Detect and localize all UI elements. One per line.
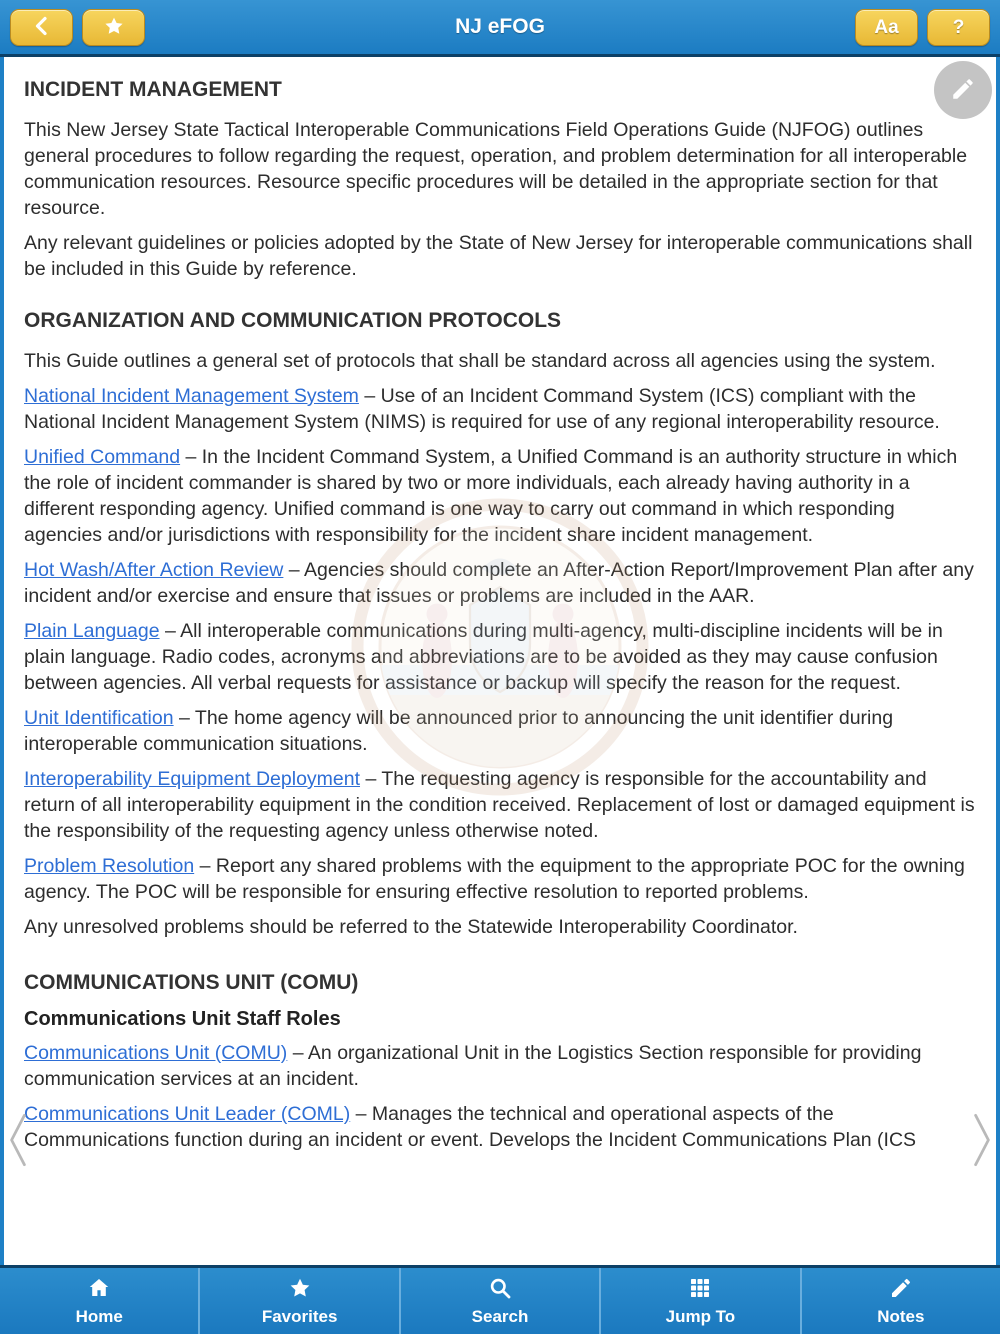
section-heading-comu: COMMUNICATIONS UNIT (COMU) — [24, 971, 359, 994]
nav-item-notes[interactable] — [802, 1268, 1000, 1334]
nav-item-favorites[interactable] — [200, 1268, 400, 1334]
protocol-link-nims[interactable]: National Incident Management System — [24, 385, 359, 407]
nav-label: Search — [471, 1306, 529, 1326]
grid-icon — [688, 1276, 712, 1303]
protocol-item — [24, 766, 976, 844]
search-icon — [488, 1276, 512, 1303]
previous-page-button[interactable] — [0, 1105, 36, 1177]
comu-text: – An organizational Unit in the Logistics Section responsible for providing communication services at an incident. — [24, 1042, 922, 1090]
top-bar-left-buttons — [10, 9, 145, 46]
nav-item-jump-to[interactable] — [601, 1268, 801, 1334]
page-title: NJ eFOG — [455, 15, 545, 38]
section-heading-protocols: ORGANIZATION AND COMMUNICATION PROTOCOLS — [24, 309, 562, 332]
comu-link-coml[interactable]: Communications Unit Leader (COML) — [24, 1103, 351, 1125]
help-icon: ? — [952, 16, 965, 38]
protocol-item — [24, 383, 976, 435]
comu-link-communications-unit[interactable]: Communications Unit (COMU) — [24, 1042, 288, 1064]
favorite-button[interactable] — [82, 9, 145, 46]
protocol-item — [24, 618, 976, 696]
chevron-left-icon — [30, 14, 54, 41]
protocol-link-problem-resolution[interactable]: Problem Resolution — [24, 855, 195, 877]
protocol-item — [24, 705, 976, 757]
protocol-item — [24, 557, 976, 609]
font-size-button[interactable] — [855, 9, 918, 46]
protocol-text: – Use of an Incident Command System (ICS) compliant with the National Incident Management System (NIMS) is required for use of any regional interoperability resource. — [24, 385, 940, 433]
next-page-button[interactable] — [964, 1105, 1000, 1177]
protocol-text: – Report any shared problems with the equipment to the appropriate POC for the owning agency. The POC will be responsible for ensuring effective resolution to reported problems. — [24, 855, 965, 903]
paragraph: Any unresolved problems should be referred to the Statewide Interoperability Coordinator. — [24, 916, 798, 938]
protocol-text: – Agencies should complete an After-Action Report/Improvement Plan after any incident and/or exercise and ensure that issues or problems are included in the AAR. — [24, 559, 974, 607]
pencil-icon — [889, 1276, 913, 1303]
paragraph: This New Jersey State Tactical Interoperable Communications Field Operations Guide (NJFOG) outlines general procedures to follow regarding the request, operation, and problem determination for all interoperable communication resources. Resource specific procedures will be detailed in the appropriate section for that resource. — [24, 119, 968, 219]
section-heading-incident-management: INCIDENT MANAGEMENT — [24, 78, 282, 101]
top-bar-right-buttons — [855, 9, 990, 46]
nav-label: Favorites — [261, 1306, 338, 1326]
paragraph: This Guide outlines a general set of protocols that shall be standard across all agencies using the system. — [24, 350, 936, 372]
protocol-text: – In the Incident Command System, a Unified Command is an authority structure in which the role of incident commander is shared by two or more individuals, each already having authority in a different responding agency. Unified command is one way to carry out command in which responding agencies and/or jurisdictions with responsibility for the incident share incident management. — [24, 446, 958, 546]
protocol-text: – The requesting agency is responsible for the accountability and return of all interoperability equipment in the condition received. Replacement of lost or damaged equipment is the responsibility of the requesting agency unless otherwise noted. — [24, 768, 975, 842]
protocol-text: – The home agency will be announced prior to announcing the unit identifier during interoperable communication situations. — [24, 707, 894, 755]
comu-text: – Manages the technical and operational aspects of the Communications function during an incident or event. Develops the Incident Communications Plan (ICS — [24, 1103, 917, 1151]
font-size-icon: Aa — [874, 16, 899, 38]
star-icon — [103, 15, 125, 40]
help-button[interactable] — [927, 9, 990, 46]
nav-label: Jump To — [665, 1306, 736, 1326]
comu-item — [24, 1040, 976, 1092]
document-content — [4, 57, 996, 1265]
subheading-staff-roles: Communications Unit Staff Roles — [24, 1008, 341, 1030]
protocol-item — [24, 444, 976, 548]
protocol-link-unit-identification[interactable]: Unit Identification — [24, 707, 174, 729]
star-icon — [288, 1276, 312, 1303]
edit-button[interactable] — [934, 61, 992, 119]
chevron-left-icon — [4, 1108, 32, 1175]
back-button[interactable] — [10, 9, 73, 46]
paragraph: Any relevant guidelines or policies adopted by the State of New Jersey for interoperable communications shall be included in this Guide by reference. — [24, 232, 973, 280]
protocol-item — [24, 853, 976, 905]
home-icon — [87, 1276, 111, 1303]
comu-item — [24, 1101, 976, 1153]
nav-label: Home — [75, 1306, 123, 1326]
pencil-icon — [950, 76, 976, 105]
protocol-link-hot-wash[interactable]: Hot Wash/After Action Review — [24, 559, 284, 581]
chevron-right-icon — [968, 1108, 996, 1175]
protocol-link-equipment-deployment[interactable]: Interoperability Equipment Deployment — [24, 768, 361, 790]
bottom-nav — [0, 1265, 1000, 1334]
protocol-text: – All interoperable communications during multi-agency, multi-discipline incidents will be in plain language. Radio codes, acronyms and abbreviations are to be avoided as they may cause confusion between agencies. All verbal requests for assistance or backup will specify the reason for the request. — [24, 620, 943, 694]
top-bar — [0, 0, 1000, 57]
nav-label: Notes — [877, 1306, 925, 1326]
nav-item-search[interactable] — [401, 1268, 601, 1334]
nav-item-home[interactable] — [0, 1268, 200, 1334]
protocol-link-unified-command[interactable]: Unified Command — [24, 446, 181, 468]
protocol-link-plain-language[interactable]: Plain Language — [24, 620, 160, 642]
